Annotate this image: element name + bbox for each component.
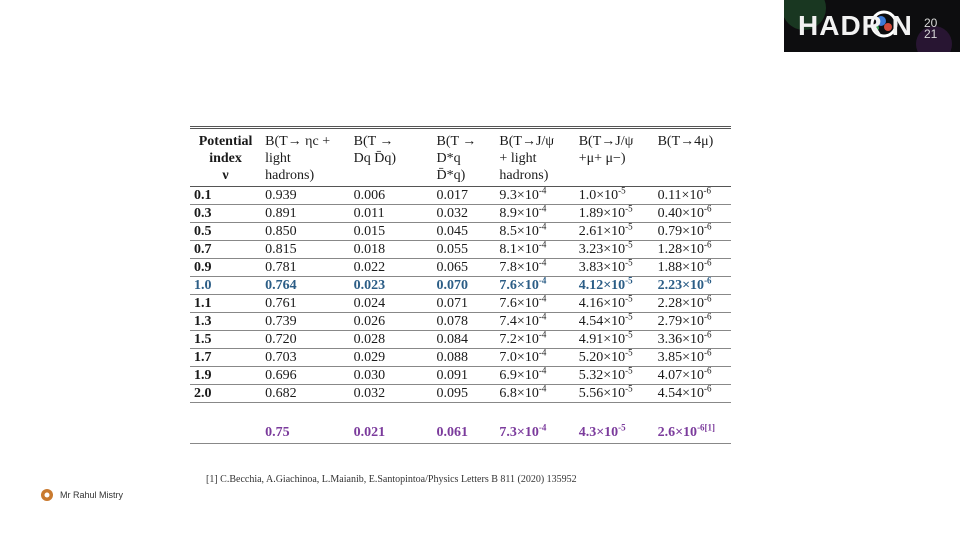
table-cell: 0.3 [190,205,261,223]
table-cell: 0.815 [261,241,349,259]
cell-mantissa: 3.83×10 [578,260,626,275]
cell-mantissa: 1.89×10 [578,206,626,221]
table-cell: 0.055 [433,241,496,259]
cell-mantissa: 4.54×10 [657,386,704,401]
table-cell [654,367,731,385]
table-cell: 0.070 [433,277,496,295]
hadron-2021-logo [784,0,960,52]
table-cell: 0.703 [261,349,349,367]
table-cell: 0.781 [261,259,349,277]
table-row [190,295,731,313]
table-cell: 2.0 [190,385,261,403]
cell-mantissa: 4.91×10 [578,332,626,347]
gear-icon [40,488,54,502]
table-cell: 0.761 [261,295,349,313]
column-header-line: B(T→J/ψ [578,134,634,149]
table-row [190,313,731,331]
table-cell: 0.739 [261,313,349,331]
table-cell [575,223,654,241]
cell-exponent: -5 [625,329,633,340]
table-cell [575,367,654,385]
table-cell [575,187,654,205]
table-cell: 0.065 [433,259,496,277]
table-row [190,259,731,277]
branching-ratio-table [190,126,731,444]
table-cell [654,241,731,259]
table-row [190,241,731,259]
table-cell: 0.7 [190,241,261,259]
cell-mantissa: 7.3×10 [499,424,539,440]
column-header [261,128,349,187]
column-header-line: +μ+ μ−) [578,151,626,166]
table-cell [654,421,731,444]
cell-exponent: -4 [538,365,547,376]
cell-exponent: -5 [618,185,626,196]
table-cell: 0.061 [433,421,496,444]
cell-mantissa: 2.28×10 [657,296,704,311]
column-header [495,128,574,187]
column-header-line: B(T → [353,134,394,149]
cell-exponent: -5 [625,347,633,358]
cell-exponent: -6 [703,365,712,376]
cell-mantissa: 7.0×10 [499,350,539,365]
cell-mantissa: 4.12×10 [578,278,626,293]
table-cell [495,385,574,403]
cell-exponent: -6 [703,329,712,340]
cell-mantissa: 7.8×10 [499,260,539,275]
table-cell: 0.017 [433,187,496,205]
table-cell: 0.032 [433,205,496,223]
cell-mantissa: 7.4×10 [499,314,539,329]
cell-exponent: -4 [538,257,547,268]
table-cell [654,205,731,223]
cell-exponent: -4 [538,347,547,358]
table-cell: 1.9 [190,367,261,385]
cell-mantissa: 0.11×10 [657,188,704,203]
column-header-line: + light [499,151,537,166]
table-cell [654,385,731,403]
table-row [190,367,731,385]
cell-exponent: -5 [625,275,633,286]
column-header-line: B(T→J/ψ [499,134,555,149]
table-cell: 0.696 [261,367,349,385]
table-cell: 0.9 [190,259,261,277]
table-cell [495,187,574,205]
cell-exponent: -5 [625,257,633,268]
table-row [190,187,731,205]
table-cell [654,349,731,367]
table-cell: 0.764 [261,277,349,295]
cell-exponent: -5 [625,239,633,250]
table-cell: 0.091 [433,367,496,385]
cell-exponent: -6 [703,185,711,196]
table-cell: 0.023 [350,277,433,295]
column-header [654,128,731,187]
cell-exponent: -6 [703,203,712,214]
cell-mantissa: 5.32×10 [578,368,626,383]
table-row [190,277,731,295]
column-header-line: B(T→ ηc + [265,134,331,149]
table-cell [575,205,654,223]
table-cell: 1.1 [190,295,261,313]
table-cell [495,205,574,223]
cell-exponent: -4 [538,185,547,196]
table-cell [575,313,654,331]
table-cell [575,385,654,403]
spacer-cell [350,403,433,422]
spacer-cell [575,403,654,422]
table-cell: 0.939 [261,187,349,205]
cell-exponent: -6 [703,257,712,268]
literature-row [190,421,731,444]
table-cell: 0.045 [433,223,496,241]
table-cell [190,421,261,444]
table-cell: 0.084 [433,331,496,349]
cell-exponent: -6[1] [697,421,716,432]
table-cell: 0.682 [261,385,349,403]
cell-mantissa: 2.79×10 [657,314,704,329]
cell-mantissa: 1.0×10 [578,188,619,203]
cell-exponent: -4 [538,311,547,322]
spacer-cell [433,403,496,422]
table-cell [495,349,574,367]
table-row [190,331,731,349]
table-cell [654,295,731,313]
cell-mantissa: 6.8×10 [499,386,539,401]
table-cell [654,277,731,295]
table-cell: 0.029 [350,349,433,367]
table-cell [495,295,574,313]
cell-exponent: -4 [538,275,547,286]
table-cell: 0.022 [350,259,433,277]
table-row [190,385,731,403]
table-cell: 0.75 [261,421,349,444]
cell-mantissa: 4.16×10 [578,296,626,311]
column-header-line: ν [222,168,229,183]
cell-exponent: -4 [538,421,547,432]
spacer-cell [654,403,731,422]
table-header-row [190,128,731,187]
column-header-line: light [265,151,291,166]
spacer-cell [261,403,349,422]
cell-mantissa: 9.3×10 [499,188,539,203]
table-cell: 0.024 [350,295,433,313]
cell-mantissa: 4.07×10 [657,368,704,383]
table-cell [575,259,654,277]
table-cell [575,277,654,295]
cell-mantissa: 3.36×10 [657,332,704,347]
cell-mantissa: 2.23×10 [657,278,705,293]
column-header-line: Dq D̄q) [353,151,396,166]
table-body [190,187,731,444]
author-credit [40,488,123,502]
table-cell [654,259,731,277]
column-header-line: B(T → [436,134,477,149]
cell-mantissa: 1.28×10 [657,242,704,257]
cell-exponent: -4 [538,329,547,340]
cell-mantissa: 0.79×10 [657,224,704,239]
cell-exponent: -6 [703,221,712,232]
logo-year-top: 20 [924,16,938,30]
table-cell: 0.071 [433,295,496,313]
table-cell: 1.7 [190,349,261,367]
author-name: Mr Rahul Mistry [60,490,124,500]
column-header-line: hadrons) [265,168,315,183]
cell-exponent: -5 [625,221,633,232]
table-cell [575,295,654,313]
cell-mantissa: 3.23×10 [578,242,626,257]
column-header [575,128,654,187]
cell-mantissa: 0.40×10 [657,206,704,221]
cell-exponent: -4 [538,293,547,304]
cell-mantissa: 2.61×10 [578,224,626,239]
cell-exponent: -5 [625,203,633,214]
cell-exponent: -6 [704,275,712,286]
table-cell: 0.088 [433,349,496,367]
cell-mantissa: 8.5×10 [499,224,539,239]
column-header [433,128,496,187]
table-cell [575,349,654,367]
cell-exponent: -6 [703,383,712,394]
table-row [190,205,731,223]
cell-exponent: -4 [538,383,547,394]
table-cell [654,331,731,349]
table-cell: 0.850 [261,223,349,241]
cell-mantissa: 4.3×10 [578,424,619,440]
table-cell: 0.078 [433,313,496,331]
cell-exponent: -6 [703,347,712,358]
table-cell [575,241,654,259]
cell-exponent: -5 [618,421,626,432]
cell-exponent: -6 [703,239,712,250]
table-cell [654,223,731,241]
table-cell: 0.5 [190,223,261,241]
column-header [350,128,433,187]
cell-exponent: -6 [703,293,712,304]
cell-mantissa: 7.2×10 [499,332,539,347]
cell-mantissa: 6.9×10 [499,368,539,383]
table-cell [495,223,574,241]
table-cell: 0.720 [261,331,349,349]
table-cell: 0.011 [350,205,433,223]
logo-year-bottom: 21 [924,27,938,41]
cell-mantissa: 8.1×10 [499,242,539,257]
column-header-line: index [209,151,242,166]
column-header-line: Potential [198,134,253,149]
table-cell [495,313,574,331]
table-cell: 0.021 [350,421,433,444]
table-cell: 1.5 [190,331,261,349]
cell-mantissa: 8.9×10 [499,206,539,221]
table-cell [495,277,574,295]
column-header-line: D*q D̄*q) [436,151,466,183]
cell-mantissa: 5.56×10 [578,386,626,401]
table-cell: 0.026 [350,313,433,331]
table-cell: 0.015 [350,223,433,241]
spacer-row [190,403,731,422]
cell-exponent: -6 [703,311,712,322]
table-cell: 0.891 [261,205,349,223]
spacer-cell [190,403,261,422]
table-cell [495,421,574,444]
cell-exponent: -4 [538,239,547,250]
table-cell: 0.028 [350,331,433,349]
column-header-line: hadrons) [499,168,549,183]
logo-year [924,18,937,40]
cell-exponent: -4 [538,221,547,232]
cell-mantissa: 3.85×10 [657,350,704,365]
table-cell [575,331,654,349]
cell-exponent: -5 [625,383,633,394]
table-cell [575,421,654,444]
table-cell [654,187,731,205]
cell-mantissa: 1.88×10 [657,260,704,275]
logo-wordmark: HADR N [798,10,913,41]
cell-exponent: -5 [625,365,633,376]
cell-mantissa: 7.6×10 [499,278,539,293]
cell-mantissa: 5.20×10 [578,350,626,365]
table-cell [495,367,574,385]
table-cell [495,241,574,259]
spacer-cell [495,403,574,422]
cell-mantissa: 7.6×10 [499,296,539,311]
cell-mantissa: 4.54×10 [578,314,626,329]
table-cell: 0.1 [190,187,261,205]
table-cell [495,259,574,277]
table-cell: 1.0 [190,277,261,295]
table-cell: 0.032 [350,385,433,403]
cell-exponent: -5 [625,293,633,304]
cell-exponent: -5 [625,311,633,322]
table-cell: 1.3 [190,313,261,331]
table-cell: 0.018 [350,241,433,259]
table-cell: 0.006 [350,187,433,205]
table-cell [654,313,731,331]
column-header-line: B(T→4μ) [657,134,714,149]
column-header [190,128,261,187]
cell-exponent: -4 [538,203,547,214]
reference-citation: [1] C.Becchia, A.Giachinoa, L.Maianib, E.Santopintoa/Physics Letters B 811 (2020) 135952 [206,474,577,485]
table-cell: 0.030 [350,367,433,385]
cell-mantissa: 2.6×10 [657,424,698,440]
table-row [190,349,731,367]
table-cell [495,331,574,349]
table-cell: 0.095 [433,385,496,403]
table-row [190,223,731,241]
